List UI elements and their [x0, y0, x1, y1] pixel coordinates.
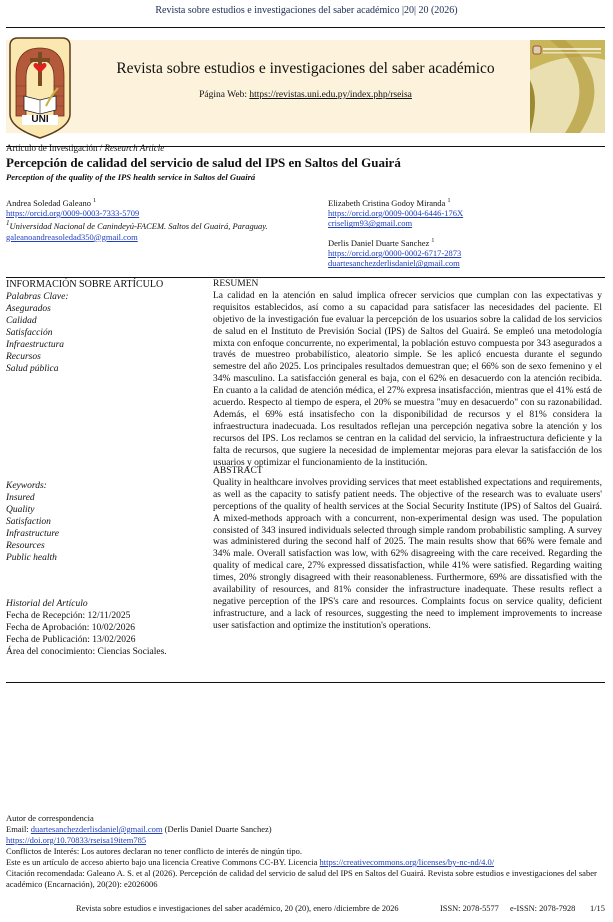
keywords-en-label: Keywords: [6, 481, 47, 491]
author-name: Andrea Soledad Galeano $^1$ [6, 197, 97, 208]
abstract-section [213, 466, 602, 633]
correspondence-label: Autor de correspondencia [6, 813, 94, 823]
article-subtitle: Perception of the quality of the IPS health service in Saltos del Guairá [6, 172, 256, 182]
author-affiliation: $^1$Universidad Nacional de Canindeyú-FACEM. Saltos del Guairá, Paraguay. [6, 219, 268, 232]
author-name: Elizabeth Cristina Godoy Miranda $^1$ [328, 197, 451, 208]
history-approved: Fecha de Aprobación: 10/02/2026 [6, 623, 136, 633]
author-orcid-link[interactable]: https://orcid.org/0000-0002-6717-2873 [328, 248, 462, 259]
keyword-es: Calidad [6, 316, 37, 326]
author-block-2 [328, 196, 608, 229]
correspondence-email-link[interactable]: duartesanchezderlisdaniel@gmail.com [30, 824, 163, 834]
author-email-link[interactable]: duartesanchezderlisdaniel@gmail.com [328, 258, 460, 269]
article-history [6, 598, 206, 658]
keywords-en [6, 480, 206, 564]
content-divider [6, 682, 605, 683]
article-type [6, 143, 164, 153]
author-email-link[interactable]: galeanoandreasoledad350@gmail.com [6, 231, 138, 242]
author-block-3 [328, 236, 608, 269]
article-title: Percepción de calidad del servicio de salud del IPS en Saltos del Guairá [6, 155, 401, 170]
keyword-es: Recursos [6, 352, 41, 362]
article-type-es: Artículo de Investigación / [6, 143, 103, 153]
history-published: Fecha de Publicación: 13/02/2026 [6, 635, 136, 645]
logo-uni-text: UNI [31, 114, 49, 125]
author-name: Derlis Daniel Duarte Sanchez $^1$ [328, 237, 435, 248]
keyword-en: Satisfaction [6, 517, 51, 527]
resumen-heading: RESUMEN [213, 279, 259, 289]
resumen-text: La calidad en la atención en salud implica ofrecer servicios que cumplan con las expectativas y requisitos establecidos, así como a su capacidad para satisfacer las necesidades del paciente. El objetivo de la investigación fue evaluar la percepción de los usuarios sobre la calidad de los servicios de salud en el Instituto de Previsión Social (IPS) de Saltos del Guairá. Se empleó una metodología mixta con enfoque concurrente, no experimental, la población estuvo compuesta por 343 asegurados a través de muestreo probabilístico, aleatorio simple. Se les aplicó encuesta durante el segundo semestre del año 2025. Los principales resultados demuestran que; el 66% son de sexo femenino y el 34% masculino. La satisfacción general es baja, con el 62% en desacuerdo con la atención recibida. En cuanto a la calidad de atención médica, el 27% expresa insatisfacción, mientras que el 41% está de acuerdo. Respecto al tiempo de espera, el 20% se muestra "muy en desacuerdo" con su razonabilidad. Además, el 69% está insatisfecho con la disponibilidad de recursos y el 81% considera la infraestructura inadecuada. Los resultados reflejan una percepción negativa sobre la atención y los recursos del IPS. Los reclamos se centran en la calidad del servicio, la infraestructura deficiente y la falta de recursos, que sugiere la necesidad de implementar mejoras para elevar la satisfacción de los usuarios y optimizar el funcionamiento de la institución. [213, 290, 602, 468]
journal-web-link[interactable]: https://revistas.uni.edu.py/index.php/rseisa [249, 90, 412, 100]
page-number: 1/15 [590, 904, 605, 913]
conflicts-statement: Conflictos de Interés: Los autores declaran no tener conflicto de interés de ningún tipo. [6, 846, 302, 856]
resumen-section [213, 279, 602, 470]
correspondence-email-line: Email: duartesanchezderlisdaniel@gmail.com (Derlis Daniel Duarte Sanchez) [6, 824, 272, 834]
license-line: Este es un artículo de acceso abierto bajo una licencia Creative Commons CC-BY. Licencia https://creativecommons.org/licenses/by-nc-nd/4.0/ [6, 857, 495, 867]
keyword-es: Asegurados [6, 304, 51, 314]
university-crest-logo [6, 36, 74, 140]
author-block-1 [6, 196, 306, 242]
article-type-en: Research Article [104, 143, 165, 153]
abstract-heading: ABSTRACT [213, 466, 263, 476]
keyword-en: Infrastructure [6, 529, 59, 539]
journal-web [6, 90, 605, 100]
citation: Citación recomendada: Galeano A. S. et al (2026). Percepción de calidad del servicio de salud del IPS en Saltos del Guairá. Revista sobre estudios e investigaciones del saber académico (Encarnación), 20(20): e2026006 [6, 868, 597, 889]
keyword-es: Satisfacción [6, 328, 53, 338]
keywords-es-label: Palabras Clave: [6, 292, 69, 302]
footer-eissn: e-ISSN: 2078-7928 [510, 904, 576, 913]
history-received: Fecha de Recepción: 12/11/2025 [6, 611, 131, 621]
web-label: Página Web: [199, 90, 247, 100]
footer-journal: Revista sobre estudios e investigaciones del saber académico, 20 (20), enero /diciembre de 2026 [76, 904, 399, 913]
author-orcid-link[interactable]: https://orcid.org/0009-0004-6446-176X [328, 208, 464, 219]
keyword-en: Public health [6, 553, 57, 563]
keyword-en: Resources [6, 541, 45, 551]
keyword-es: Infraestructura [6, 340, 65, 350]
journal-banner [6, 40, 605, 133]
license-link[interactable]: https://creativecommons.org/licenses/by-nc-nd/4.0/ [319, 857, 495, 867]
abstract-text: Quality in healthcare involves providing services that meet established expectations and requirements, as well as the capacity to satisfy patient needs. The objective of the research was to evaluate users' perceptions of the quality of health services at the Social Security Institute (IPS) of Saltos del Guairá. A mixed-methods approach with a concurrent, non-experimental design was used. The population consisted of 343 insured individuals selected through simple random probabilistic sampling. A survey was administered during the second half of 2025. The main results show that 66% were female and 34% male. Overall satisfaction was low, with 62% disagreeing with the care received. Regarding the quality of medical care, 27% expressed dissatisfaction, while 41% were satisfied. Regarding waiting times, 20% strongly disagreed with their reasonableness. Furthermore, 69% are dissatisfied with the availability of resources, and 81% consider the infrastructure inadequate. These results reflect a negative perception of the IPS's care and resources. Complaints focus on service quality, deficient infrastructure, and a lack of resources, suggesting the need to implement improvements to increase user satisfaction and optimize the institution's operations. [213, 477, 602, 631]
header-divider [6, 27, 605, 28]
history-label: Historial del Artículo [6, 599, 88, 609]
keyword-en: Insured [6, 493, 35, 503]
correspondence-block [6, 813, 606, 890]
keywords-es-list [6, 303, 206, 375]
keyword-es: Salud pública [6, 364, 59, 374]
history-area: Área del conocimiento: Ciencias Sociales. [6, 647, 167, 657]
footer-issn: ISSN: 2078-5577 [440, 904, 499, 913]
author-orcid-link[interactable]: https://orcid.org/0009-0003-7333-5709 [6, 208, 140, 219]
journal-title: Revista sobre estudios e investigaciones del saber académico [116, 60, 495, 77]
journal-cover-thumbnail [530, 40, 605, 133]
article-info [6, 279, 206, 375]
authors-divider [6, 277, 605, 278]
doi-link[interactable]: https://doi.org/10.70833/rseisa19item785 [6, 835, 147, 845]
author-email-link[interactable]: criseligm93@gmail.com [328, 218, 413, 229]
keyword-en: Quality [6, 505, 35, 515]
running-head: Revista sobre estudios e investigaciones del saber académico |20| 20 (2026) [155, 5, 458, 16]
info-heading: INFORMACIÓN SOBRE ARTÍCULO [6, 279, 164, 290]
